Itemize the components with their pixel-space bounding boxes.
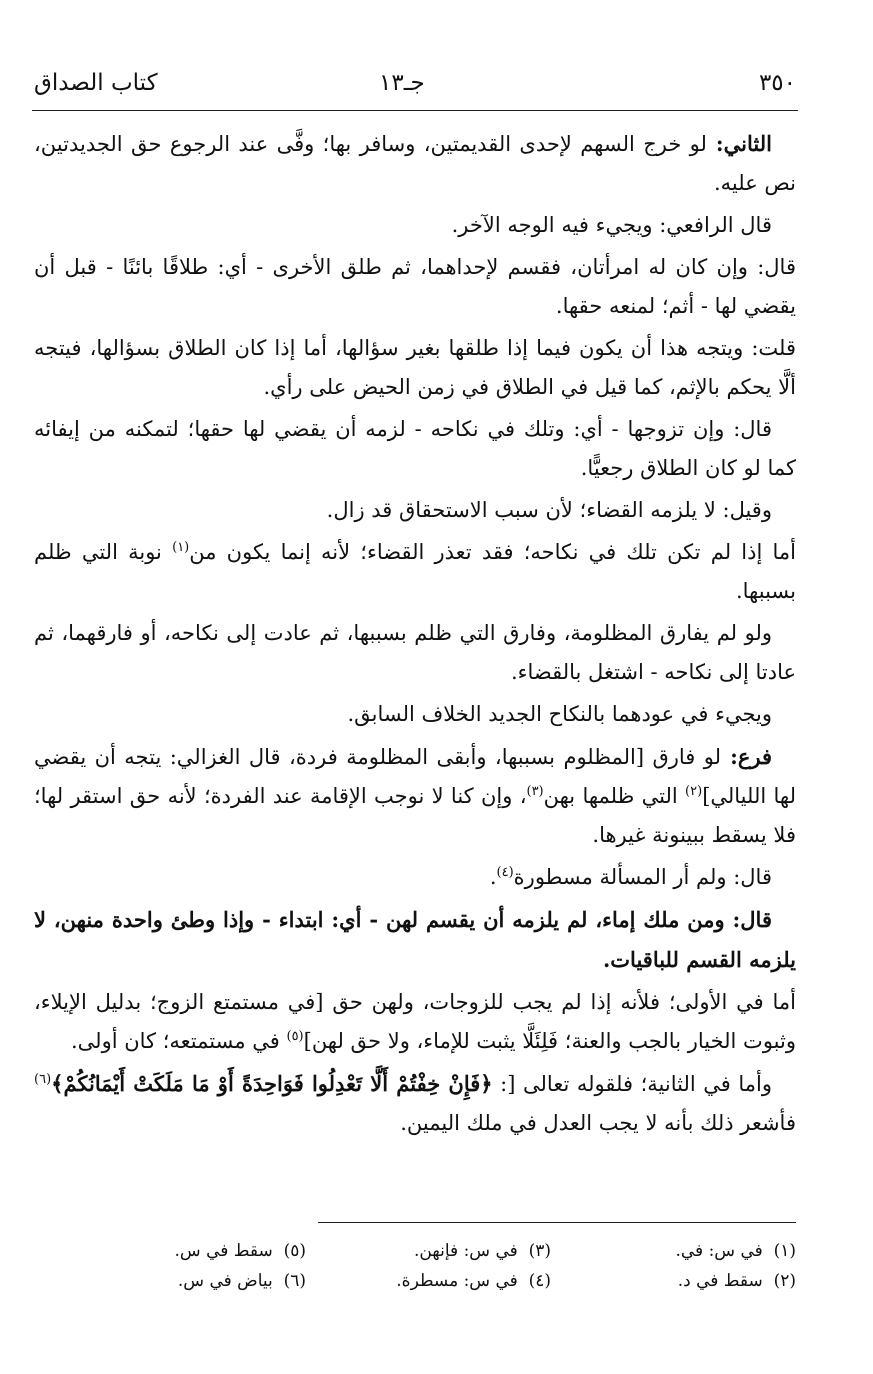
footnote-item: [61, 1236, 306, 1266]
footnote-number: (٢): [773, 1271, 796, 1291]
footnote-ref: (٥): [286, 1029, 304, 1044]
paragraph-1: [34, 124, 796, 203]
paragraph-3: [34, 248, 796, 326]
footnote-row: [60, 1266, 796, 1296]
paragraph-11: [34, 858, 796, 897]
main-text: [34, 124, 796, 1146]
volume-number: جـ١٣: [379, 70, 425, 96]
footnote-number: (٤): [528, 1271, 551, 1291]
paragraph-text: ويجيء في عودهما بالنكاح الجديد الخلاف السابق.: [347, 702, 772, 726]
paragraph-text: قال: ولم أر المسألة مسطورة: [513, 865, 772, 889]
paragraph-4: [34, 329, 796, 407]
paragraph-7: [34, 533, 796, 611]
header-divider: [32, 110, 798, 111]
footnote-text: بياض في س.: [177, 1271, 273, 1291]
footnote-text: في س: فإنهن.: [413, 1241, 518, 1261]
paragraph-13: [34, 983, 796, 1061]
footnote-item: [551, 1266, 796, 1296]
paragraph-2: [34, 206, 796, 245]
paragraph-text: قال الرافعي: ويجيء فيه الوجه الآخر.: [451, 213, 772, 237]
page-number: ٣٥٠: [758, 70, 796, 96]
paragraph-text: نوبة التي ظلم بسببها.: [34, 540, 796, 603]
paragraph-text: ، وإن كنا لا نوجب الإقامة عند الفردة؛ لأنه حق استقر لها؛ فلا يسقط ببينونة غيرها.: [34, 784, 796, 847]
footnote-ref: (٦): [34, 1072, 52, 1087]
footnote-ref: (٢): [685, 784, 703, 799]
footnote-number: (٣): [528, 1241, 551, 1261]
footnote-number: (١): [773, 1241, 796, 1261]
footnotes: [60, 1236, 796, 1296]
footnote-text: سقط في د.: [677, 1271, 763, 1291]
footnote-number: (٥): [283, 1241, 306, 1261]
paragraph-text: وقيل: لا يلزمه القضاء؛ لأن سبب الاستحقاق قد زال.: [326, 498, 772, 522]
paragraph-text: أما في الأولى؛ فلأنه إذا لم يجب للزوجات، ولهن حق [في مستمتع الزوج؛ بدليل الإيلاء، وثبوت الخيار بالجب والعنة؛ فَلِئَلَّا يثبت للإماء، ولا حق لهن]: [34, 990, 797, 1053]
paragraph-text: ولو لم يفارق المظلومة، وفارق التي ظلم بسببها، ثم عادت إلى نكاحه، أو فارقهما، ثم عادتا إلى نكاحه - اشتغل بالقضاء.: [34, 621, 796, 684]
paragraph-text: قال: وإن كان له امرأتان، فقسم لإحداهما، ثم طلق الأخرى - أي: طلاقًا بائنًا - قبل أن يقضي لها - أثم؛ لمنعه حقها.: [34, 255, 796, 318]
footnote-row: [60, 1236, 796, 1266]
footnote-item: [306, 1266, 551, 1296]
paragraph-8: [34, 614, 796, 692]
footnote-text: في س: مسطرة.: [396, 1271, 518, 1291]
footnote-text: سقط في س.: [174, 1241, 273, 1261]
footnote-item: [61, 1266, 306, 1296]
footnote-ref: (١): [172, 540, 190, 555]
paragraph-text: قال: ومن ملك إماء، لم يلزمه أن يقسم لهن - أي: ابتداء - وإذا وطئ واحدة منهن، لا يلزمه القسم للباقيات.: [34, 907, 796, 972]
paragraph-text: التي ظلمها بهن: [543, 784, 686, 808]
paragraph-5: [34, 410, 796, 488]
footnote-number: (٦): [283, 1271, 306, 1291]
paragraph-10: [34, 737, 796, 855]
footnote-item: [551, 1236, 796, 1266]
quran-verse: ﴿فَإِنْ خِفْتُمْ أَلَّا تَعْدِلُوا فَوَاحِدَةً أَوْ مَا مَلَكَتْ أَيْمَانُكُمْ﴾: [51, 1071, 493, 1096]
footnote-text: في س: في.: [675, 1241, 763, 1261]
paragraph-lead: فرع:: [721, 744, 773, 769]
paragraph-text: فأشعر ذلك بأنه لا يجب العدل في ملك اليمين.: [400, 1111, 796, 1135]
running-header: [34, 66, 796, 106]
paragraph-9: [34, 695, 796, 734]
footnote-ref: (٤): [496, 865, 514, 880]
paragraph-text: قال: وإن تزوجها - أي: وتلك في نكاحه - لزمه أن يقضي لها حقها؛ لتمكنه من إيفائه كما لو كان الطلاق رجعيًّا.: [34, 417, 796, 480]
paragraph-text: أما إذا لم تكن تلك في نكاحه؛ فقد تعذر القضاء؛ لأنه إنما يكون من: [189, 540, 796, 564]
paragraph-text: لو فارق [المظلوم بسببها، وأبقى المظلومة فردة، قال الغزالي: يتجه أن يقضي لها الليالي]: [34, 745, 796, 808]
paragraph-text: وأما في الثانية؛ فلقوله تعالى [:: [492, 1072, 773, 1096]
paragraph-12: [34, 900, 796, 980]
paragraph-text: لو خرج السهم لإحدى القديمتين، وسافر بها؛ وفَّى عند الرجوع حق الجديدتين، نص عليه.: [34, 132, 796, 195]
paragraph-text: في مستمتعه؛ كان أولى.: [71, 1029, 287, 1053]
footnote-ref: (٣): [526, 784, 544, 799]
paragraph-text: .: [489, 865, 497, 889]
book-title: كتاب الصداق: [34, 70, 158, 96]
paragraph-14: [34, 1064, 796, 1143]
footnote-item: [306, 1236, 551, 1266]
footnote-divider: [318, 1222, 796, 1223]
paragraph-lead: الثاني:: [706, 131, 772, 156]
paragraph-text: قلت: ويتجه هذا أن يكون فيما إذا طلقها بغير سؤالها، أما إذا كان الطلاق بسؤالها، فيتجه ألَّا يحكم بالإثم، كما قيل في الطلاق في زمن الحيض على رأي.: [34, 336, 797, 399]
paragraph-6: [34, 491, 796, 530]
